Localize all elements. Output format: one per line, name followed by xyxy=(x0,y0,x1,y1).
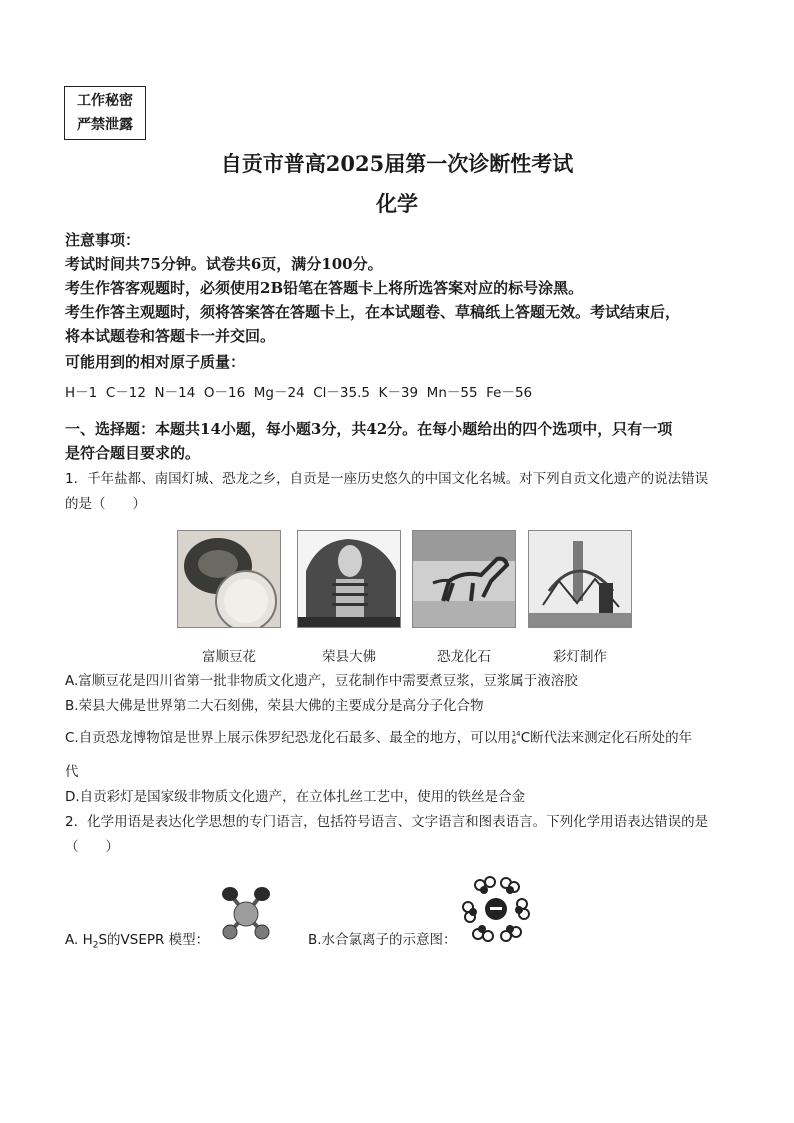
isotope-mass: 14 xyxy=(511,730,521,738)
notes-heading: 注意事项： xyxy=(65,231,141,249)
mass-heading: 可能用到的相对原子质量： xyxy=(65,353,246,371)
q1-option-c xyxy=(65,726,735,750)
stamp-line-2: 严禁泄露 xyxy=(77,117,133,133)
q2-option-a xyxy=(65,928,325,958)
q2-option-b: B.水合氯离子的示意图： xyxy=(308,932,457,948)
q1-stem-2: 的是（ ） xyxy=(65,496,146,512)
q2-option-a-pre: A. H xyxy=(65,932,93,948)
notes-item-1: 考试时间共75分钟。试卷共6页，满分100分。 xyxy=(65,255,383,273)
exam-title: 自贡市普高2025届第一次诊断性考试 xyxy=(220,151,574,176)
q1-stem-1: 1．千年盐都、南国灯城、恐龙之乡，自贡是一座历史悠久的中国文化名城。对下列自贡文化遗产的说法错误 xyxy=(65,471,709,487)
q1-option-b: B.荣县大佛是世界第二大石刻佛，荣县大佛的主要成分是高分子化合物 xyxy=(65,698,484,714)
caption-tofu: 富顺豆花 xyxy=(202,649,256,665)
section1-line-1: 一、选择题：本题共14小题，每小题3分，共42分。在每小题给出的四个选项中，只有一项 xyxy=(65,420,673,438)
atomic-masses: H－1 C－12 N－14 O－16 Mg－24 Cl－35.5 K－39 Mn－55 Fe－56 xyxy=(65,385,533,401)
q1-option-c-cont: 代 xyxy=(65,764,79,780)
caption-lantern: 彩灯制作 xyxy=(553,649,607,665)
subscript-2: 2 xyxy=(92,940,99,951)
dinosaur-photo xyxy=(412,530,516,628)
q1-option-d: D.自贡彩灯是国家级非物质文化遗产，在立体扎丝工艺中，使用的铁丝是合金 xyxy=(65,789,526,805)
hydrated-chloride-image xyxy=(460,874,532,944)
lantern-photo xyxy=(528,530,632,628)
stamp-line-1: 工作秘密 xyxy=(77,93,133,109)
isotope-number: 6 xyxy=(511,738,517,746)
caption-dinosaur: 恐龙化石 xyxy=(437,649,491,665)
q2-stem-2: （ ） xyxy=(65,839,119,855)
caption-buddha: 荣县大佛 xyxy=(322,649,376,665)
notes-item-2: 考生作答客观题时，必须使用2B铅笔在答题卡上将所选答案对应的标号涂黑。 xyxy=(65,279,584,297)
vsepr-model-image xyxy=(218,884,274,944)
q1-option-c-post: C断代法来测定化石所处的年 xyxy=(520,730,693,746)
carbon-isotope xyxy=(511,731,521,745)
q2-option-a-post: S的VSEPR 模型： xyxy=(98,932,210,948)
tofu-photo xyxy=(177,530,281,628)
subject-title: 化学 xyxy=(376,191,418,216)
buddha-photo xyxy=(297,530,401,628)
notes-item-4: 将本试题卷和答题卡一并交回。 xyxy=(65,327,276,345)
confidential-stamp xyxy=(64,86,146,140)
notes-item-3: 考生作答主观题时，须将答案答在答题卡上，在本试题卷、草稿纸上答题无效。考试结束后， xyxy=(65,303,681,321)
q1-option-c-pre: C.自贡恐龙博物馆是世界上展示侏罗纪恐龙化石最多、最全的地方，可以用 xyxy=(65,730,511,746)
q2-stem-1: 2．化学用语是表达化学思想的专门语言，包括符号语言、文字语言和图表语言。下列化学用语表达错误的是 xyxy=(65,814,709,830)
q1-option-a: A.富顺豆花是四川省第一批非物质文化遗产，豆花制作中需要煮豆浆，豆浆属于液溶胶 xyxy=(65,673,578,689)
section1-line-2: 是符合题目要求的。 xyxy=(65,444,201,462)
